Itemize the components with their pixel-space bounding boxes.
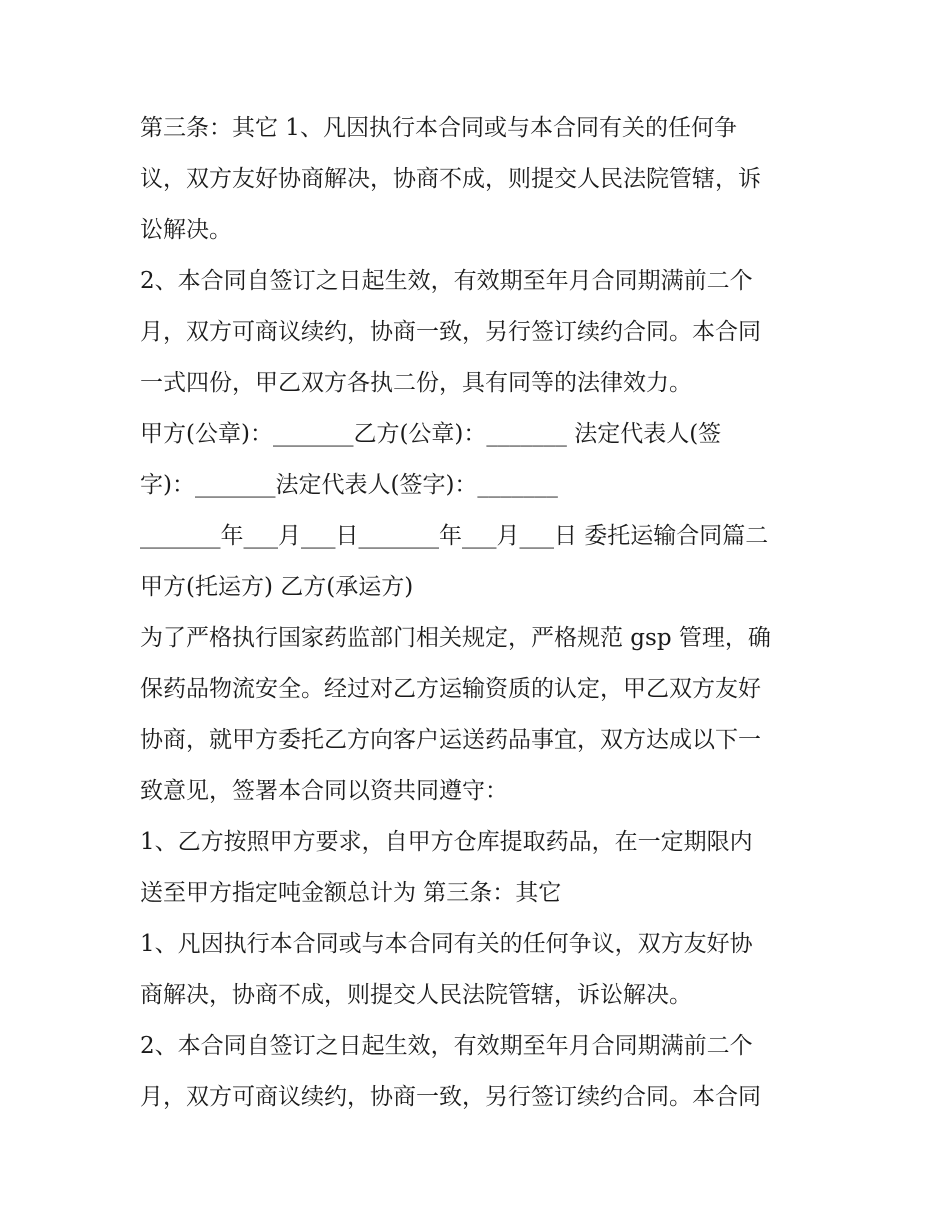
text-line: 协商，就甲方委托乙方向客户运送药品事宜，双方达成以下一 <box>140 727 761 753</box>
signature-line: 字)：_______法定代表人(签字)：_______ <box>140 472 558 498</box>
text-line: 送至甲方指定吨金额总计为 第三条：其它 <box>140 880 562 906</box>
text-line: 一式四份，甲乙双方各执二份，具有同等的法律效力。 <box>140 370 692 396</box>
text-line: 1、乙方按照甲方要求，自甲方仓库提取药品，在一定期限内 <box>140 829 753 855</box>
parties-line: 甲方(托运方) 乙方(承运方) <box>140 574 414 600</box>
date-line: _______年___月___日_______年___月___日 委托运输合同篇二 <box>140 523 769 549</box>
text-line: 商解决，协商不成，则提交人民法院管辖，诉讼解决。 <box>140 982 692 1008</box>
text-line: 讼解决。 <box>140 217 232 243</box>
text-line: 致意见，签署本合同以资共同遵守： <box>140 778 508 804</box>
text-line: 2、本合同自签订之日起生效，有效期至年月合同期满前二个 <box>140 268 753 294</box>
document-body <box>140 103 820 1123</box>
text-line: 第三条：其它 1、凡因执行本合同或与本合同有关的任何争 <box>140 115 737 141</box>
text-line: 1、凡因执行本合同或与本合同有关的任何争议，双方友好协 <box>140 931 753 957</box>
text-line: 保药品物流安全。经过对乙方运输资质的认定，甲乙双方友好 <box>140 676 761 702</box>
text-line: 月，双方可商议续约，协商一致，另行签订续约合同。本合同 <box>140 319 761 345</box>
text-line: 为了严格执行国家药监部门相关规定，严格规范 gsp 管理，确 <box>140 625 771 651</box>
text-line: 2、本合同自签订之日起生效，有效期至年月合同期满前二个 <box>140 1033 753 1059</box>
text-line: 月，双方可商议续约，协商一致，另行签订续约合同。本合同 <box>140 1084 761 1110</box>
text-line: 议，双方友好协商解决，协商不成，则提交人民法院管辖，诉 <box>140 166 761 192</box>
signature-line: 甲方(公章)：_______乙方(公章)：_______ 法定代表人(签 <box>140 421 722 447</box>
